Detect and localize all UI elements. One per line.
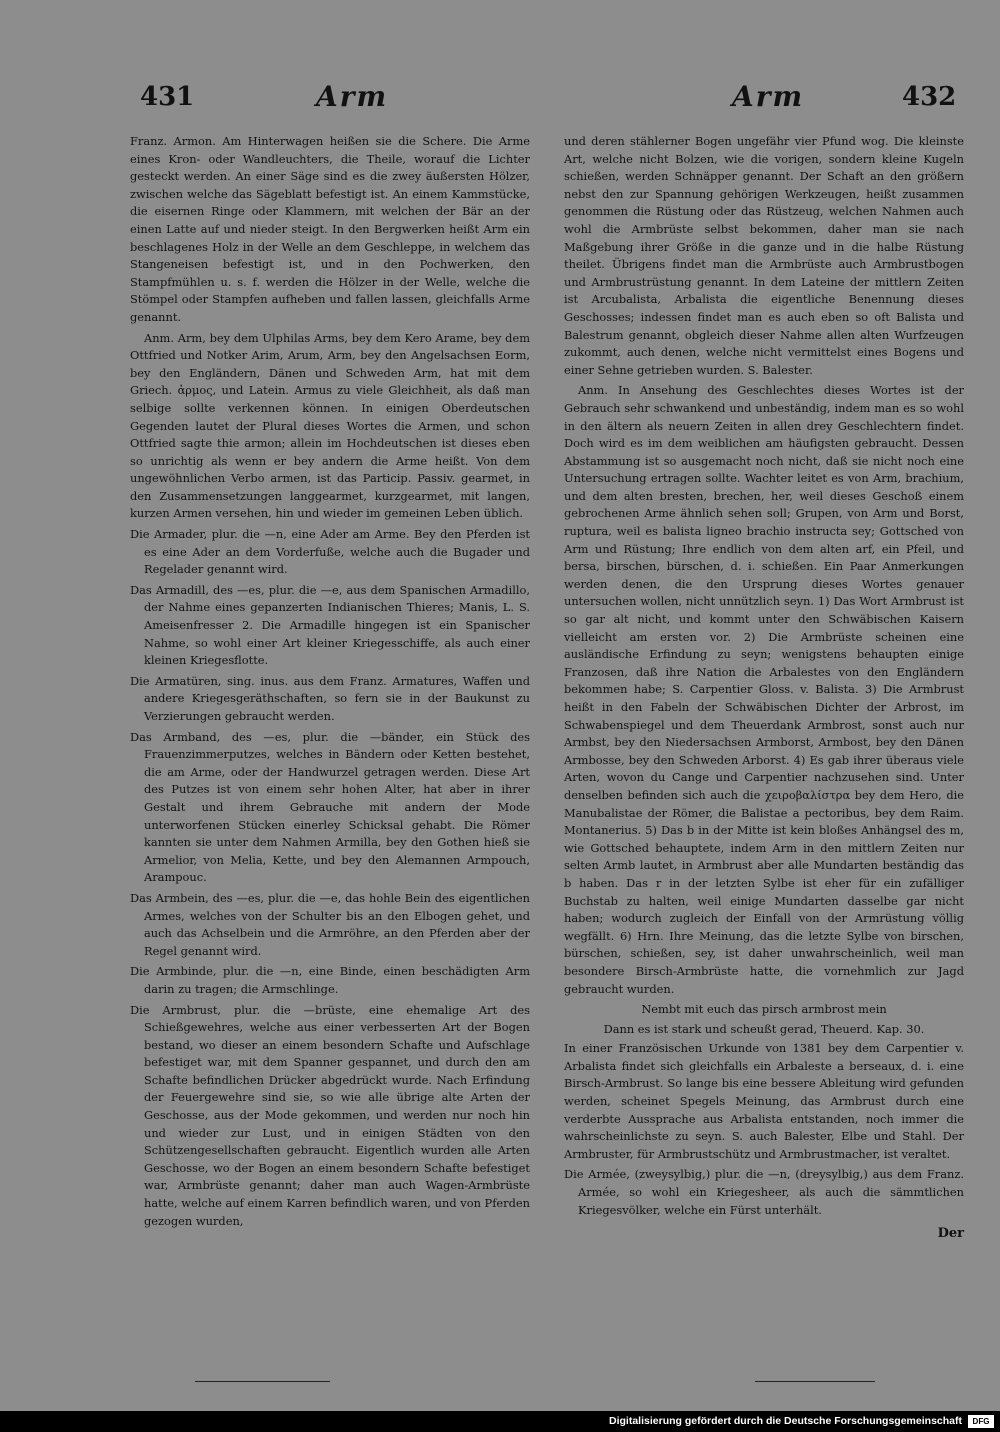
- dfg-logo-icon: DFG: [968, 1415, 994, 1428]
- catchword: Der: [937, 1226, 964, 1242]
- entry-armbinde: Die Armbinde, plur. die —n, eine Binde, einen beschädigten Arm darin zu tragen; die Armschlinge.: [130, 964, 530, 996]
- verse-line: Dann es ist stark und scheußt gerad, Theuerd. Kap. 30.: [603, 1021, 925, 1036]
- entry-armband: Das Armband, des —es, plur. die —bänder, ein Stück des Frauenzimmerputzes, welches in Bändern oder Ketten bestehet, die am Arme, oder der Handwurzel getragen werden. Diese Art des Putzes ist von einem sehr hohen Alter, hat aber in ihrer Gestalt und ihrem Gebrauche mit andern der Mode unterworfenen Stücken einerley Schicksal gehabt. Die Römer kannten sie unter dem Nahmen Armilla, bey den Gothen hieß sie Armelior, von Melia, Kette, und bey den Alemannen Armpouch, Arampouc.: [130, 729, 530, 885]
- page-header: [0, 82, 1000, 122]
- verse-line: Nembt mit euch das pirsch armbrost mein: [641, 1002, 887, 1017]
- page-number-right: 432: [902, 82, 957, 112]
- entry-armaturen: Die Armatüren, sing. inus. aus dem Franz. Armatures, Waffen und andere Kriegesgeräthschaften, so fern sie in der Baukunst zu Verzierungen gebraucht werden.: [130, 673, 530, 723]
- entry-armbrust: Die Armbrust, plur. die —brüste, eine ehemalige Art des Schießgewehres, welche aus einer verbesserten Art der Bogen bestand, wo dieser an einem besondern Schafte und Aufschlage befestiget war, mit dem Spanner gespannet, und durch den am Schafte befindlichen Drücker abgedrückt wurde. Nach Erfindung der Feuergewehre sind sie, so wie alle übrige alte Arten der Geschosse, aus der Mode gekommen, und werden nur noch hin und wieder zur Lust, und in einigen Städten von den Schützengesellschaften gebraucht. Eigentlich wurden alle Arten Geschosse, wo der Bogen an einem besondern Schafte befestiget war, Armbrüste genannt; daher man auch Wagen-Armbrüste hatte, welche auf einem Karren befindlich waren, und von Pferden gezogen wurden,: [130, 1002, 530, 1228]
- entry-armader: Die Armader, plur. die —n, eine Ader am Arme. Bey den Pferden ist es eine Ader an dem Vorderfuße, welche auch die Bugader und Regelader genannt wird.: [130, 527, 530, 577]
- entry-armee: Die Armée, (zweysylbig,) plur. die —n, (dreysylbig,) aus dem Franz. Armée, so wohl ein Kriegesheer, als auch die sämmtlichen Kriegesvölker, welche ein Fürst unterhält.: [564, 1167, 964, 1217]
- paragraph: Franz. Armon. Am Hinterwagen heißen sie die Schere. Die Arme eines Kron- oder Wandleuchters, die Theile, worauf die Lichter gesteckt werden. An einer Säge sind es die zwey äußersten Hölzer, zwischen welche das Sägeblatt befestigt ist. An einem Kammstücke, die eisernen Ringe oder Klammern, mit welchen der Bär an der einen Latte auf und nieder steigt. In den Bergwerken heißt Arm ein beschlagenes Holz in der Welle an dem Geschleppe, in welchem das Stangeneisen befestigt ist, und in den Pochwerken, den Stampfmühlen u. s. f. werden die Hölzer in der Welle, welche die Stömpel oder Stampfen aufheben und fallen lassen, gleichfalls Arme genannt.: [130, 134, 530, 324]
- footer-bar: [0, 1411, 1000, 1432]
- page-number-left: 431: [140, 82, 195, 112]
- paragraph: und deren stählerner Bogen ungefähr vier Pfund wog. Die kleinste Art, welche nicht Bolzen, wie die vorigen, sondern kleine Kugeln schießen, werden Schnäpper genannt. Der Schaft an den größern nebst den zur Spannung gehörigen Werkzeugen, heißt zusammen genommen die Rüstung oder das Rüstzeug, welchen Nahmen auch wohl die Armbrüste selbst bekommen, daher man sie nach Maßgebung ihrer Größe in die ganze und in die halbe Rüstung theilet. Übrigens findet man die Armbrüste auch Armbrustbogen und Armbrustrüstung genannt. In dem Lateine der mittlern Zeiten ist Arcubalista, Arbalista die eigentliche Benennung dieses Geschosses; indessen findet man es auch eben so oft Balista und Balestrum genannt, obgleich dieser Nahme allen alten Wurfzeugen zukommt, auch denen, welche nicht vermittelst eines Bogens und einer Sehne getrieben wurden. S. Balester.: [564, 134, 964, 377]
- running-head-left: Arm: [316, 80, 389, 113]
- annotation-paragraph: Anm. In Ansehung des Geschlechtes dieses Wortes ist der Gebrauch sehr schwankend und unbeständig, indem man es so wohl in den ältern als neuern Zeiten in allen drey Geschlechtern findet. Doch wird es im dem weiblichen am häufigsten gebraucht. Dessen Abstammung ist so ausgemacht noch nicht, daß sie nicht noch eine Untersuchung ertragen sollte. Wachter leitet es von Arm, brachium, und dem alten bresten, brechen, her, weil dieses Geschoß einem gebrochenen Arme ähnlich sehen soll; Grupen, von Arm und Borst, ruptura, weil es balista ligneo brachio instructa sey; Gottsched von Arm und Rüstung; Ihre endlich von dem alten arf, ein Pfeil, und bersa, birschen, bürschen, d. i. schießen. Ein Paar Anmerkungen werden denen, die den Ursprung dieses Wortes genauer untersuchen wollen, nicht unnützlich seyn. 1) Das Wort Armbrust ist so gar alt nicht, und kommt unter den Schwäbischen Kaisern vielleicht am ersten vor. 2) Die Armbrüste scheinen eine ausländische Erfindung zu seyn; wenigstens behaupten einige Franzosen, daß ihre Nation die Arbalestes von den Engländern bekommen habe; S. Carpentier Gloss. v. Balista. 3) Die Armbrust heißt in den Fabeln der Schwäbischen Dichter der Arbrost, im Schwabenspiegel und dem Theuerdank Armbrost, sonst auch nur Armbst, bey den Niedersachsen Armborst, Armbost, bey den Dänen Armbosse, bey den Schweden Arborst. 4) Es gab ihrer überaus viele Arten, wovon du Cange und Carpentier nachzusehen sind. Unter denselben befinden sich auch die χειροβαλίστρα bey dem Hero, die Manubalistae der Römer, die Balistae a pectoribus, bey dem Raim. Montanerius. 5) Das b in der Mitte ist kein bloßes Anhängsel des m, wie Gottsched behauptete, indem Arm in den mittlern Zeiten nur selten Armb lautet, in Armbrust aber alle Mundarten beständig das b haben. Das r in der letzten Sylbe ist eher für ein zufälliger Buchstab zu halten, weil einige Mundarten dasselbe gar nicht haben; wodurch zugleich der Einfall von der Armrüstung völlig wegfällt. 6) Hrn. Ihre Meinung, das die letzte Sylbe von birschen, bürschen, schießen, sey, ist daher unwahrscheinlich, weil man besondere Birsch-Armbrüste hatte, die vornehmlich zur Jagd gebraucht wurden.: [564, 383, 964, 996]
- left-column: [130, 133, 530, 1233]
- bottom-rule-right: [755, 1381, 875, 1382]
- entry-armbein: Das Armbein, des —es, plur. die —e, das hohle Bein des eigentlichen Armes, welches von der Schulter bis an den Elbogen gehet, und auch das Achselbein und die Armröhre, an den Pferden aber der Regel genannt wird.: [130, 890, 530, 958]
- paragraph: In einer Französischen Urkunde von 1381 bey dem Carpentier v. Arbalista findet sich gleichfalls ein Arbaleste a berseaux, d. i. eine Birsch-Armbrust. So lange bis eine bessere Ableitung wird gefunden werden, scheinet Spegels Meinung, das Armbrust durch eine verderbte Aussprache aus Arbalista entstanden, noch immer die wahrscheinlichste zu seyn. S. auch Balester, Elbe und Stahl. Der Armbruster, für Armbrustschütz und Armbrustmacher, ist veraltet.: [564, 1041, 964, 1161]
- bottom-rule-left: [195, 1381, 330, 1382]
- annotation-paragraph: Anm. Arm, bey dem Ulphilas Arms, bey dem Kero Arame, bey dem Ottfried und Notker Arim, Arum, Arm, bey den Angelsachsen Eorm, bey den Engländern, Dänen und Schweden Arm, hat mit dem Griech. ἀρμος, und Latein. Armus zu viele Gleichheit, als daß man selbige sollte verkennen können. In einigen Oberdeutschen Gegenden lautet der Plural dieses Wortes die Armen, und schon Ottfried sagte thie armon; allein im Hochdeutschen ist dieses eben so unrichtig als wenn er bey andern die Arme heißt. Von dem ungewöhnlichen Verbo armen, ist das Particip. Passiv. gearmet, in den Zusammensetzungen langgearmet, kurzgearmet, mit langen, kurzen Armen versehen, hin und wieder im gemeinen Leben üblich.: [130, 330, 530, 521]
- footer-text: Digitalisierung gefördert durch die Deutsche Forschungsgemeinschaft: [609, 1415, 962, 1427]
- entry-armadill: Das Armadill, des —es, plur. die —e, aus dem Spanischen Armadillo, der Nahme eines gepanzerten Indianischen Thieres; Manis, L. S. Ameisenfresser 2. Die Armadille hingegen ist ein Spanischer Nahme, so wohl einer Art kleiner Kriegesschiffe, als auch einer kleinen Kriegesflotte.: [130, 582, 530, 668]
- right-column: [564, 133, 964, 1246]
- running-head-right: Arm: [732, 80, 805, 113]
